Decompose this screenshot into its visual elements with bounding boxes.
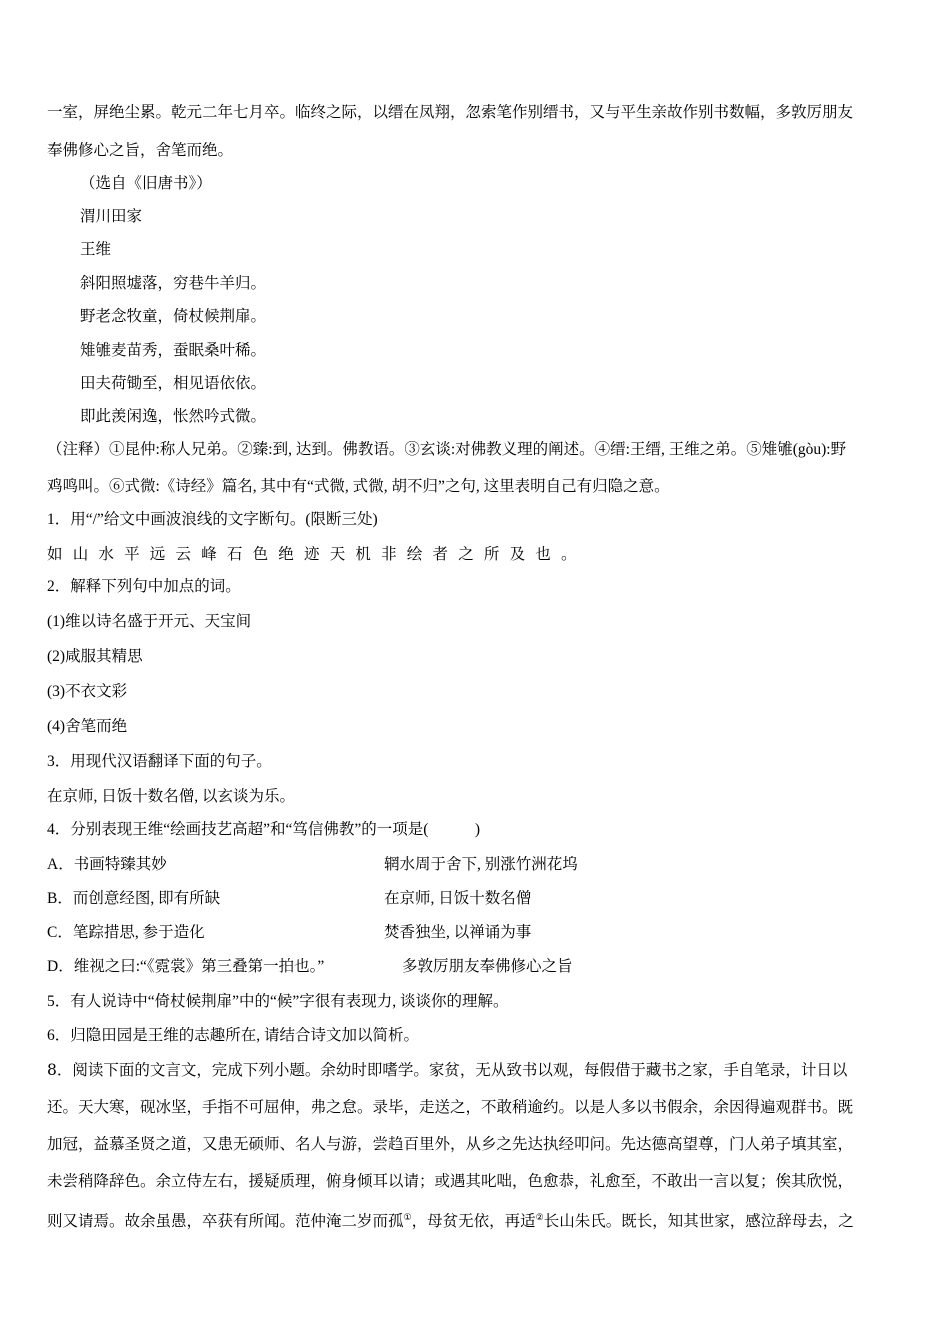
question-5-prompt: 5．有人说诗中“倚杖候荆扉”中的“候”字很有表现力, 谈谈你的理解。 — [47, 993, 509, 1010]
option-row-b — [0, 889, 950, 909]
option-row-a — [0, 855, 950, 875]
question-8-line: 未尝稍降辞色。余立侍左右，援疑质理，俯身倾耳以请；或遇其叱咄，色愈恭，礼愈至，不敢出一言以复；俟其欣悦， — [47, 1172, 854, 1190]
question-8-line: 还。天大寒，砚冰坚，手指不可屈伸，弗之怠。录毕，走送之，不敢稍逾约。以是人多以书假余，余因得遍观群书。既 — [47, 1098, 854, 1116]
footnote-marker: ① — [403, 1213, 412, 1223]
notes-line: 鸡鸣叫。⑥式微:《诗经》篇名, 其中有“式微, 式微, 胡不归”之句, 这里表明自己有归隐之意。 — [47, 478, 670, 495]
question-2-item: (2)咸服其精思 — [47, 648, 143, 665]
question-2-prompt: 2．解释下列句中加点的词。 — [47, 578, 241, 595]
question-8-line: 加冠，益慕圣贤之道，又患无硕师、名人与游，尝趋百里外，从乡之先达执经叩问。先达德高望尊，门人弟子填其室， — [47, 1135, 854, 1153]
question-1-text: 如山水平远云峰石色绝迹天机非绘者之所及也。 — [47, 546, 587, 563]
question-4-prompt: 4．分别表现王维“绘画技艺高超”和“笃信佛教”的一项是( ) — [47, 821, 481, 838]
passage-line: 一室，屏绝尘累。乾元二年七月卒。临终之际，以缙在凤翔，忽索笔作别缙书，又与平生亲故作别书数幅，多敦厉朋友 — [47, 103, 854, 121]
poem-title: 渭川田家 — [80, 207, 143, 225]
passage-line: 奉佛修心之旨，舍笔而绝。 — [47, 141, 234, 159]
poem-author: 王维 — [80, 240, 112, 258]
option-row-c — [0, 923, 950, 943]
question-8-text: 长山朱氏。既长，知其世家，感泣辞母去，之 — [543, 1212, 854, 1231]
question-8-text: 则又请焉。故余虽愚，卒获有所闻。范仲淹二岁而孤 — [47, 1212, 404, 1231]
question-2-item: (4)舍笔而绝 — [47, 718, 128, 735]
passage-source: （选自《旧唐书》） — [80, 174, 212, 192]
option-b-left: B．而创意经图, 即有所缺 — [47, 890, 221, 907]
poem-line: 即此羡闲逸，怅然吟式微。 — [80, 407, 267, 425]
question-1-prompt: 1．用“/”给文中画波浪线的文字断句。(限断三处) — [47, 511, 378, 528]
option-row-d — [0, 957, 950, 977]
question-2-item: (3)不衣文彩 — [47, 683, 128, 700]
poem-line: 田夫荷锄至，相见语依依。 — [80, 374, 267, 392]
option-a-right: 辋水周于舍下, 别涨竹洲花坞 — [384, 856, 578, 873]
poem-line: 斜阳照墟落，穷巷牛羊归。 — [80, 274, 267, 292]
question-8-line — [47, 1208, 854, 1231]
question-2-item: (1)维以诗名盛于开元、天宝间 — [47, 613, 252, 630]
question-8-text: ，母贫无依，再适 — [411, 1212, 536, 1231]
question-6-prompt: 6．归隐田园是王维的志趣所在, 请结合诗文加以简析。 — [47, 1027, 420, 1044]
notes-line: （注释）①昆仲:称人兄弟。②臻:到, 达到。佛教语。③玄谈:对佛教义理的阐述。④缙:王缙, 王维之弟。⑤雉雊(gòu):野 — [47, 441, 847, 458]
poem-line: 雉雊麦苗秀，蚕眠桑叶稀。 — [80, 341, 267, 359]
question-8-line: 8．阅读下面的文言文，完成下列小题。余幼时即嗜学。家贫，无从致书以观，每假借于藏书之家，手自笔录，计日以 — [47, 1061, 848, 1079]
option-d-left: D．维视之曰:“《霓裳》第三叠第一拍也。” — [47, 958, 325, 975]
option-b-right: 在京师, 日饭十数名僧 — [384, 890, 532, 907]
question-3-prompt: 3．用现代汉语翻译下面的句子。 — [47, 753, 272, 770]
option-d-right: 多敦厉朋友奉佛修心之旨 — [402, 958, 573, 975]
poem-line: 野老念牧童，倚杖候荆扉。 — [80, 307, 267, 325]
question-3-sentence: 在京师, 日饭十数名僧, 以玄谈为乐。 — [47, 788, 296, 805]
option-a-left: A．书画特臻其妙 — [47, 856, 167, 873]
footnote-marker: ② — [535, 1213, 544, 1223]
option-c-left: C．笔踪措思, 参于造化 — [47, 924, 205, 941]
option-c-right: 焚香独坐, 以禅诵为事 — [384, 924, 532, 941]
